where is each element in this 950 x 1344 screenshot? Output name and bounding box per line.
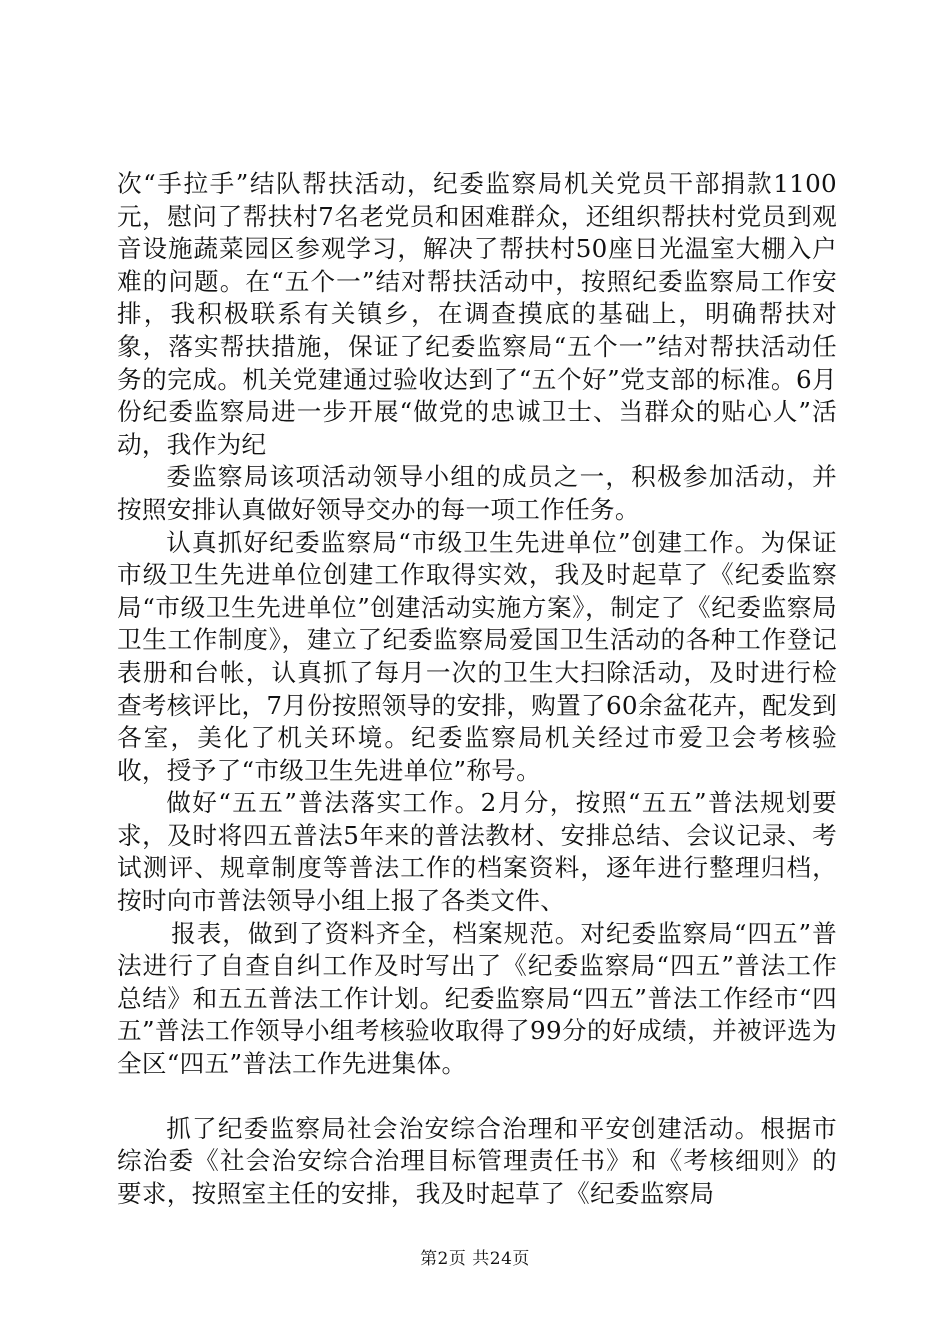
page-footer: 第2页 共24页	[420, 1249, 530, 1269]
paragraph-6: 抓了纪委监察局社会治安综合治理和平安创建活动。根据市综治委《社会治安综合治理目标管理责任书》和《考核细则》的要求，按照室主任的安排，我及时起草了《纪委监察局	[117, 1113, 837, 1208]
paragraph-gap	[117, 1081, 837, 1113]
document-body	[117, 168, 837, 1210]
paragraph-1: 次“手拉手”结队帮扶活动，纪委监察局机关党员干部捐款1100元，慰问了帮扶村7名老党员和困难群众，还组织帮扶村党员到观音设施蔬菜园区参观学习，解决了帮扶村50座日光温室大棚入户难的问题。在“五个一”结对帮扶活动中，按照纪委监察局工作安排，我积极联系有关镇乡，在调查摸底的基础上，明确帮扶对象，落实帮扶措施，保证了纪委监察局“五个一”结对帮扶活动任务的完成。机关党建通过验收达到了“五个好”党支部的标准。6月份纪委监察局进一步开展“做党的忠诚卫士、当群众的贴心人”活动，我作为纪	[117, 169, 837, 459]
paragraph-5: 报表，做到了资料齐全，档案规范。对纪委监察局“四五”普法进行了自查自纠工作及时写出了《纪委监察局“四五”普法工作总结》和五五普法工作计划。纪委监察局“四五”普法工作经市“四五”普法工作领导小组考核验收取得了99分的好成绩，并被评选为全区“四五”普法工作先进集体。	[117, 918, 837, 1079]
paragraph-4: 做好“五五”普法落实工作。2月分，按照“五五”普法规划要求，及时将四五普法5年来的普法教材、安排总结、会议记录、考试测评、规章制度等普法工作的档案资料，逐年进行整理归档，按时向市普法领导小组上报了各类文件、	[117, 788, 837, 916]
paragraph-2: 委监察局该项活动领导小组的成员之一，积极参加活动，并按照安排认真做好领导交办的每一项工作任务。	[117, 462, 837, 524]
paragraph-3: 认真抓好纪委监察局“市级卫生先进单位”创建工作。为保证市级卫生先进单位创建工作取得实效，我及时起草了《纪委监察局“市级卫生先进单位”创建活动实施方案》，制定了《纪委监察局卫生工作制度》，建立了纪委监察局爱国卫生活动的各种工作登记表册和台帐，认真抓了每月一次的卫生大扫除活动，及时进行检查考核评比，7月份按照领导的安排，购置了60余盆花卉，配发到各室，美化了机关环境。纪委监察局机关经过市爱卫会考核验收，授予了“市级卫生先进单位”称号。	[117, 527, 837, 785]
